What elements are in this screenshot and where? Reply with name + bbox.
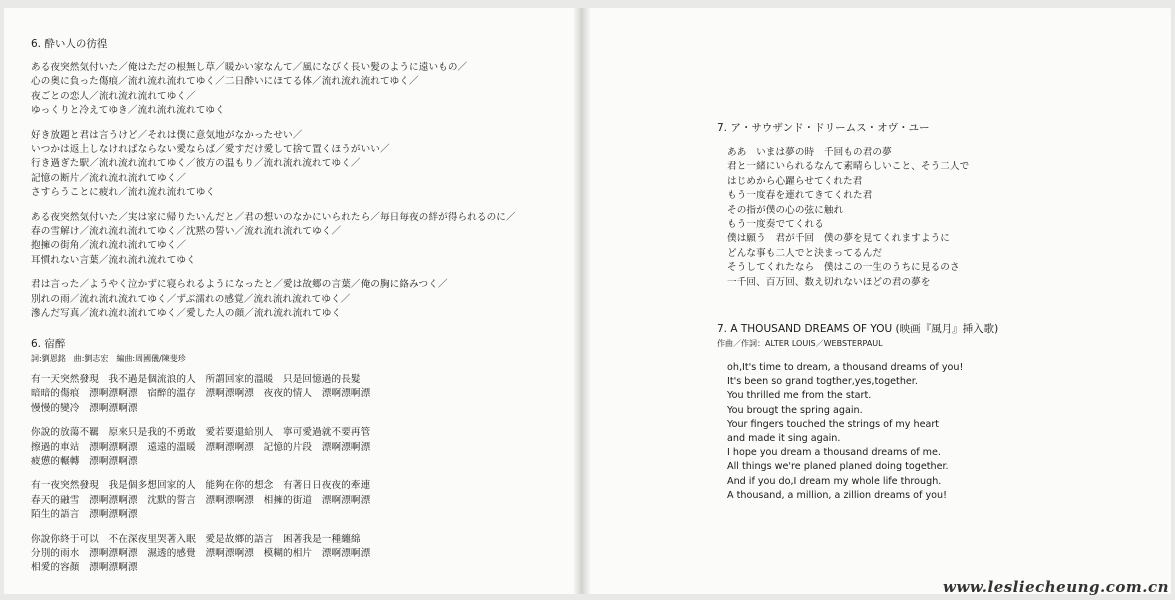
lyric-line: どんな事も二人でと決まってるんだ — [727, 247, 883, 259]
lyric-line: 擦過的車站 漂啊漂啊漂 遠遠的溫暖 漂啊漂啊漂 記憶的片段 漂啊漂啊漂 — [31, 441, 371, 453]
stanza — [31, 373, 370, 416]
song4-lyrics — [727, 361, 998, 503]
song2-block — [31, 337, 370, 576]
lyric-line: 抱擁の街角／流れ流れ流れてゆく／ — [31, 240, 187, 252]
lyric-line: ゆっくりと冷えてゆき／流れ流れ流れてゆく — [31, 105, 225, 117]
song3-block — [717, 121, 969, 290]
song4-block — [717, 322, 998, 503]
lyric-line: Your fingers touched the strings of my heart — [727, 418, 940, 430]
lyric-line: さすらうことに疲れ／流れ流れ流れてゆく — [31, 187, 216, 199]
lyric-line: All things we're planed planed doing together. — [727, 461, 949, 473]
song2-title: 6. 宿醉 — [31, 338, 66, 350]
lyric-line: 心の奥に負った傷痕／流れ流れ流れてゆく／二日酔いにほてる体／流れ流れ流れてゆく／ — [31, 76, 419, 88]
stanza — [31, 426, 370, 469]
stanza — [31, 211, 516, 269]
lyric-line: 陌生的語言 漂啊漂啊漂 — [31, 509, 138, 521]
song1-lyrics — [31, 61, 516, 322]
lyric-line: 行き過ぎた駅／流れ流れ流れてゆく／彼方の温もり／流れ流れ流れてゆく／ — [31, 158, 361, 170]
lyric-line: 相愛的容顏 漂啊漂啊漂 — [31, 562, 138, 574]
lyric-line: 僕は願う 君が千回 僕の夢を見てくれますように — [727, 233, 950, 245]
lyric-line: もう一度奏でてくれる — [727, 219, 824, 231]
song2-lyrics — [31, 373, 370, 576]
book-gutter — [574, 8, 590, 594]
lyric-line: 有一天突然發現 我不過是個流浪的人 所謂回家的溫暖 只是回憶過的長髮 — [31, 374, 361, 385]
stanza — [31, 479, 370, 522]
lyric-line: 有一夜突然發現 我是個多想回家的人 能夠在你的想念 有著日日夜夜的牽連 — [31, 480, 371, 492]
lyric-line: 好き放題と君は言うけど／それは僕に意気地がなかったせい／ — [31, 129, 303, 141]
lyric-line: 分別的雨水 漂啊漂啊漂 濕透的感覺 漂啊漂啊漂 模糊的相片 漂啊漂啊漂 — [31, 548, 371, 560]
lyric-line: ある夜突然気付いた／俺はただの根無し草／暖かい家なんて／風になびく長い髪のように遠いもの／ — [31, 62, 468, 73]
lyric-line: その指が僕の心の弦に触れ — [727, 204, 844, 216]
lyric-line: 春の雪解け／流れ流れ流れてゆく／沈黙の誓い／流れ流れ流れてゆく／ — [31, 226, 342, 238]
lyric-line: A thousand, a million, a zillion dreams of you! — [727, 489, 947, 501]
lyric-line: I hope you dream a thousand dreams of me. — [727, 447, 941, 459]
song3-lyrics — [727, 146, 969, 290]
lyric-line: ああ いまは夢の時 千回もの君の夢 — [727, 147, 892, 158]
song4-credit: 作曲／作詞：ALTER LOUIS／WEBSTERPAUL — [717, 339, 883, 348]
lyric-line: 滲んだ写真／流れ流れ流れてゆく／愛した人の顔／流れ流れ流れてゆく — [31, 308, 342, 320]
lyric-line: いつかは返上しなければならない愛ならば／愛すだけ愛して捨て置くほうがいい／ — [31, 144, 390, 156]
stanza — [31, 61, 516, 119]
lyric-line: oh,It's time to dream, a thousand dreams of you! — [727, 362, 964, 373]
watermark-text: www.lesliecheung.com.cn — [943, 578, 1169, 596]
lyric-line: And if you do,I dream my whole life through. — [727, 475, 942, 487]
lyric-line: You thrilled me from the start. — [727, 390, 872, 402]
lyric-line: 你說你終于可以 不在深夜里哭著入眠 愛是故鄉的語言 困著我是一種纏綿 — [31, 533, 361, 545]
song1-block — [31, 37, 516, 322]
right-page — [584, 8, 1171, 594]
lyric-line: 別れの雨／流れ流れ流れてゆく／ずぶ濡れの感覚／流れ流れ流れてゆく／ — [31, 293, 351, 305]
stanza — [31, 129, 516, 201]
lyric-line: It's been so grand togther,yes,together. — [727, 376, 918, 388]
lyric-line: 慢慢的變冷 漂啊漂啊漂 — [31, 402, 138, 414]
song4-title: 7. A THOUSAND DREAMS OF YOU (映画『風月』挿入歌) — [717, 323, 999, 335]
lyric-line: You brougt the spring again. — [727, 404, 863, 416]
lyric-line: 暗暗的傷痕 漂啊漂啊漂 宿醉的溫存 漂啊漂啊漂 夜夜的情人 漂啊漂啊漂 — [31, 388, 371, 400]
song1-title: 6. 酔い人の彷徨 — [31, 38, 108, 50]
lyric-line: もう一度春を連れてきてくれた君 — [727, 190, 873, 202]
song3-title: 7. ア・サウザンド・ドリームス・オヴ・ユー — [717, 122, 930, 134]
song2-credit: 詞:劉恩銘 曲:劉志宏 編曲:周國儀/陳斐珍 — [31, 354, 186, 363]
lyric-line: ある夜突然気付いた／実は家に帰りたいんだと／君の想いのなかにいられたら／毎日毎夜の絆が得られるのに／ — [31, 211, 516, 223]
lyric-line: and made it sing again. — [727, 433, 841, 445]
stanza — [31, 278, 516, 321]
lyric-line: 耳慣れない言葉／流れ流れ流れてゆく — [31, 254, 196, 266]
lyric-line: 記憶の断片／流れ流れ流れてゆく／ — [31, 172, 187, 184]
lyric-line: 君と一緒にいられるなんて素晴らしいこと、そう二人で — [727, 161, 970, 173]
lyric-line: はじめから心躍らせてくれた君 — [727, 175, 863, 187]
lyric-line: そうしてくれたなら 僕はこの一生のうちに見るのさ — [727, 262, 960, 274]
lyric-line: 你說的放蕩不羈 原來只是我的不勇敢 愛若要還給別人 寧可愛過就不要再管 — [31, 427, 371, 439]
lyric-line: 春天的融雪 漂啊漂啊漂 沈默的誓言 漂啊漂啊漂 相擁的街道 漂啊漂啊漂 — [31, 494, 371, 506]
lyric-line: 夜ごとの恋人／流れ流れ流れてゆく／ — [31, 90, 196, 102]
lyric-line: 一千回、百万回、数え切れないほどの君の夢を — [727, 276, 931, 288]
lyric-line: 君は言った／ようやく泣かずに寝られるようになったと／愛は故郷の言葉／俺の胸に絡みつく／ — [31, 279, 448, 291]
stanza — [31, 533, 370, 576]
lyric-line: 疲憊的輾轉 漂啊漂啊漂 — [31, 456, 138, 468]
